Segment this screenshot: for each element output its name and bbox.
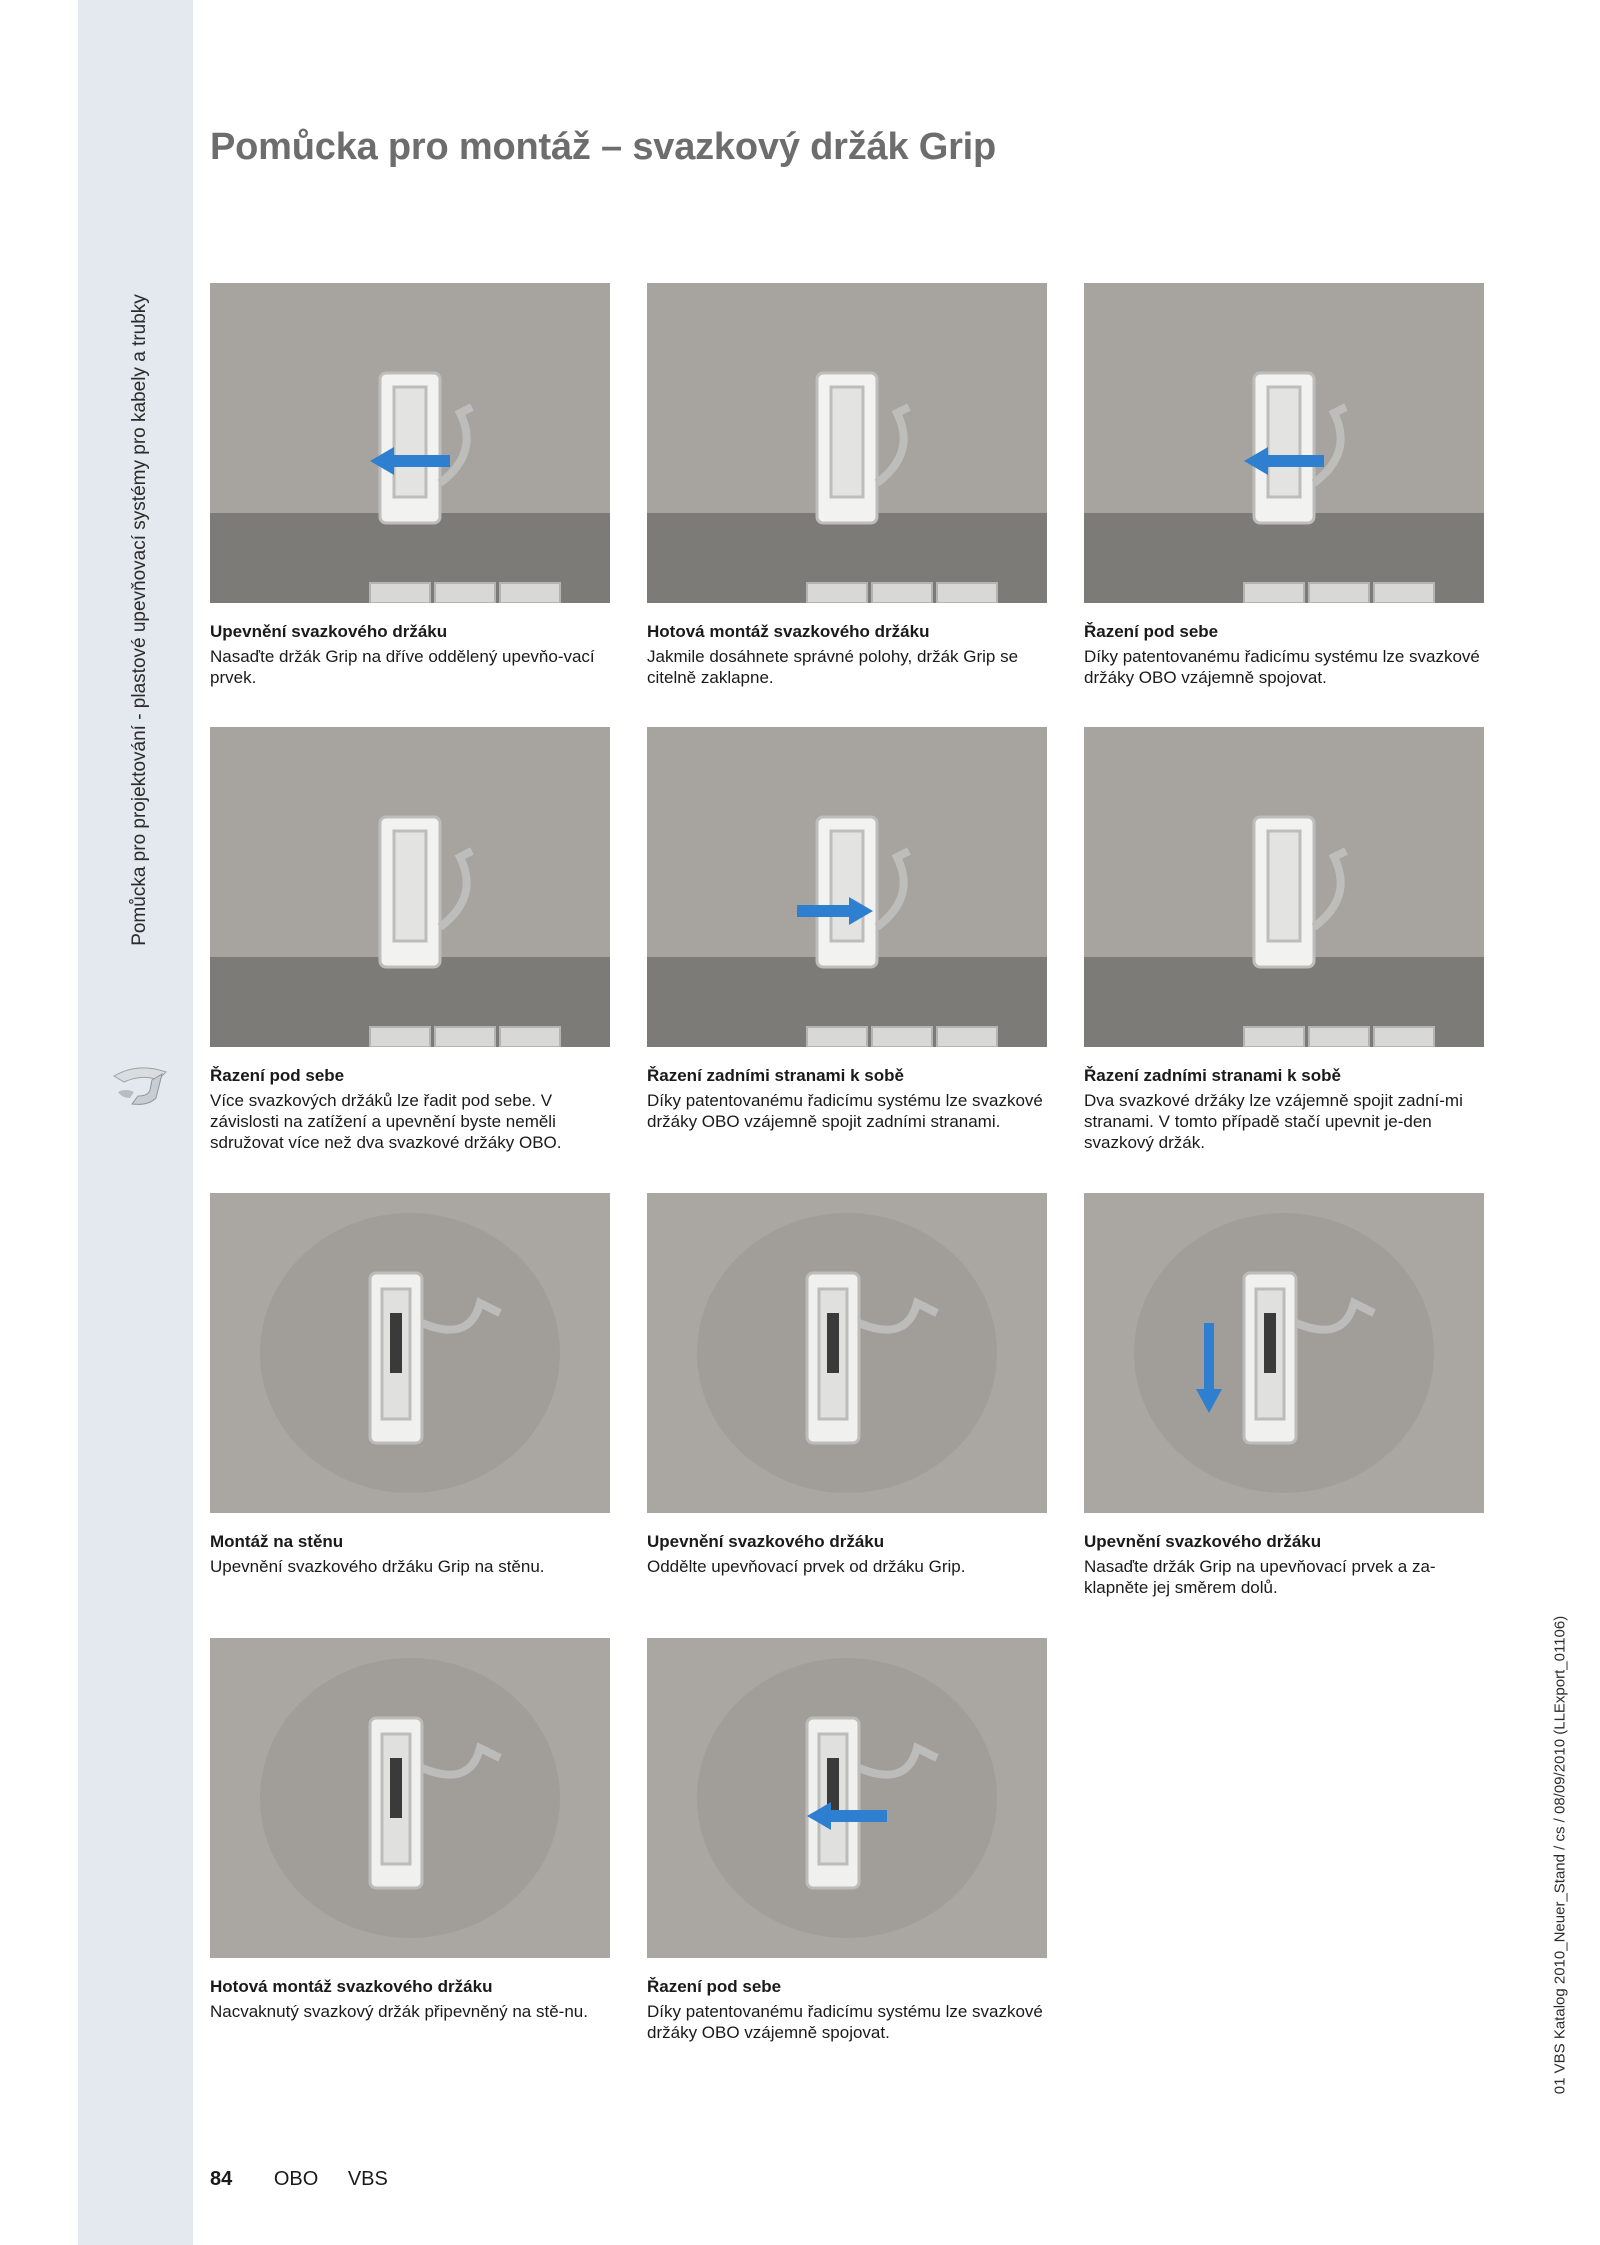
chapter-logo-icon (108, 1058, 172, 1110)
instruction-photo (1084, 283, 1484, 603)
instruction-title: Řazení zadními stranami k sobě (647, 1066, 904, 1085)
instruction-item (210, 1638, 610, 2022)
instruction-photo (1084, 1193, 1484, 1513)
instruction-item (1084, 1193, 1484, 1598)
instruction-title: Upevnění svazkového držáku (1084, 1532, 1322, 1551)
instruction-photo (647, 1638, 1047, 1958)
instruction-text: Dva svazkové držáky lze vzájemně spojit zadní-mi stranami. V tomto případě stačí upevnit je-den svazkový držák. (1084, 1091, 1463, 1152)
instruction-item (1084, 283, 1484, 688)
instruction-title: Upevnění svazkového držáku (647, 1532, 885, 1551)
instruction-text: Díky patentovanému řadicímu systému lze svazkové držáky OBO vzájemně spojovat. (1084, 647, 1480, 687)
instruction-photo (210, 727, 610, 1047)
instruction-item (647, 1193, 1047, 1577)
instruction-item (647, 1638, 1047, 2043)
instruction-item (210, 283, 610, 688)
side-chapter-title: Pomůcka pro projektování - plastové upevňovací systémy pro kabely a trubky (129, 294, 150, 946)
instruction-text: Více svazkových držáků lze řadit pod sebe. V závislosti na zatížení a upevnění byste neměli sdružovat více než dva svazkové držáky OBO. (210, 1091, 562, 1152)
instruction-title: Montáž na stěnu (210, 1532, 344, 1551)
instruction-title: Hotová montáž svazkového držáku (647, 622, 930, 641)
instruction-photo (210, 283, 610, 603)
instruction-text: Jakmile dosáhnete správné polohy, držák Grip se citelně zaklapne. (647, 647, 1019, 687)
instruction-text: Nacvaknutý svazkový držák připevněný na stě-nu. (210, 2002, 588, 2021)
page-footer (210, 2168, 388, 2191)
instruction-photo (647, 1193, 1047, 1513)
instruction-text: Díky patentovanému řadicímu systému lze svazkové držáky OBO vzájemně spojovat. (647, 2002, 1043, 2042)
instruction-photo (210, 1638, 610, 1958)
instruction-photo (210, 1193, 610, 1513)
instruction-photo (1084, 727, 1484, 1047)
instruction-item (210, 727, 610, 1153)
instruction-title: Hotová montáž svazkového držáku (210, 1977, 493, 1996)
footer-brand: OBO (273, 2168, 319, 2190)
instruction-item (647, 283, 1047, 688)
instruction-text: Oddělte upevňovací prvek od držáku Grip. (647, 1557, 966, 1576)
instruction-title: Řazení zadními stranami k sobě (1084, 1066, 1341, 1085)
edge-note: 01 VBS Katalog 2010_Neuer_Stand / cs / 08/09/2010 (LLExport_01106) (1551, 1615, 1569, 2095)
instruction-text: Upevnění svazkového držáku Grip na stěnu. (210, 1557, 545, 1576)
page-number: 84 (210, 2168, 233, 2190)
instruction-grid (210, 283, 1485, 2083)
footer-section: VBS (347, 2168, 388, 2190)
instruction-item (647, 727, 1047, 1132)
instruction-photo (647, 727, 1047, 1047)
page-title: Pomůcka pro montáž – svazkový držák Grip (210, 126, 997, 168)
instruction-photo (647, 283, 1047, 603)
instruction-item (1084, 727, 1484, 1153)
instruction-title: Řazení pod sebe (1084, 622, 1219, 641)
instruction-title: Řazení pod sebe (647, 1977, 782, 1996)
instruction-title: Řazení pod sebe (210, 1066, 345, 1085)
instruction-text: Díky patentovanému řadicímu systému lze svazkové držáky OBO vzájemně spojit zadními stranami. (647, 1091, 1043, 1131)
instruction-item (210, 1193, 610, 1577)
instruction-title: Upevnění svazkového držáku (210, 622, 448, 641)
instruction-text: Nasaďte držák Grip na dříve oddělený upevňo-vací prvek. (210, 647, 595, 687)
instruction-text: Nasaďte držák Grip na upevňovací prvek a za-klapněte jej směrem dolů. (1084, 1557, 1436, 1597)
